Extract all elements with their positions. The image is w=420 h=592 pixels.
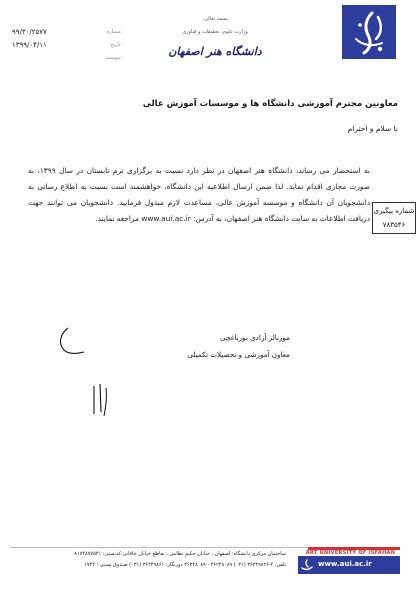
tracking-number-box: [372, 202, 416, 234]
signer-title: معاون آموزشی و تحصیلات تکمیلی: [187, 350, 290, 359]
attachment-row: [12, 54, 122, 63]
tracking-code: ۷۸۳۵۴۶: [382, 221, 406, 229]
footer-brand-name: ART UNIVERSITY OF ISFAHAN: [305, 550, 396, 556]
footer-divider: [10, 547, 308, 548]
letter-number-label: شماره:: [106, 29, 122, 35]
footer-contact: [22, 549, 286, 571]
footer-logo-icon: [300, 559, 314, 571]
date-label: تاریخ:: [110, 42, 122, 48]
letter-number-row: [12, 28, 122, 37]
invocation-text: بسمه تعالی: [203, 16, 229, 22]
letter-date: ۱۳۹۹/۰۴/۱۱: [12, 41, 47, 49]
attachment-label: پیوست:: [105, 55, 122, 61]
footer-website-link[interactable]: www.aui.ac.ir: [318, 560, 372, 568]
signer-name: مورنالز آزادی بورباغچی: [219, 333, 290, 342]
letter-number: ۹۹/۳۰/۲۵۷۷: [12, 28, 47, 36]
university-name: دانشگاه هنر اصفهان: [168, 45, 262, 58]
footer-phones: تلفن: ۴-۳۶۲۴۹۸۲۶ (۰۳۱) ۳۶۲۴۸۰۸۹ - ۳۶۲۴۸۰۸۹ دورنگار: ۳۶۲۴۹۸۶۱ (۰۳۱) صندوق پستی : ۱۷۴۴: [84, 562, 286, 568]
date-row: [12, 41, 122, 50]
recipient-line: معاونین محترم آموزشی دانشگاه ها و موسسات آموزش عالی: [142, 99, 398, 109]
handwritten-signature: [54, 326, 124, 421]
ministry-name: وزارت علوم، تحقیقات و فناوری: [182, 29, 248, 35]
letter-body: به استحضار می رساند، دانشگاه هنر اصفهان در نظر دارد نسبت به برگزاری ترم تابستان در سال ۱۳۹۹، به صورت مجازی اقدام نماید. لذا ضمن ارسال اطلاعیه این دانشگاه، خواهشمند است نسبت به اطلاع رسانی به دانشجویان آن دانشگاه و موسسه آموزش عالی، مساعدت لازم مبذول فرمایید. دانشجویان می توانند جهت دریافت اطلاعات به سایت دانشگاه هنر اصفهان، به آدرس: www.aui.ac.ir مراجعه نمایند.: [28, 166, 370, 223]
university-logo: [342, 5, 396, 59]
greeting-line: با سلام و احترام: [347, 124, 398, 133]
footer-address: ساختمان مرکزی دانشگاه: اصفهان ، خیابان حکیم نظامی ، تقاطع خیابان خاقانی کدپستی: ۸۱۷۴۸۷۷۵۴۱: [74, 551, 286, 557]
tracking-label: شماره پیگیری: [373, 207, 415, 215]
footer-website-bar: [298, 556, 400, 574]
